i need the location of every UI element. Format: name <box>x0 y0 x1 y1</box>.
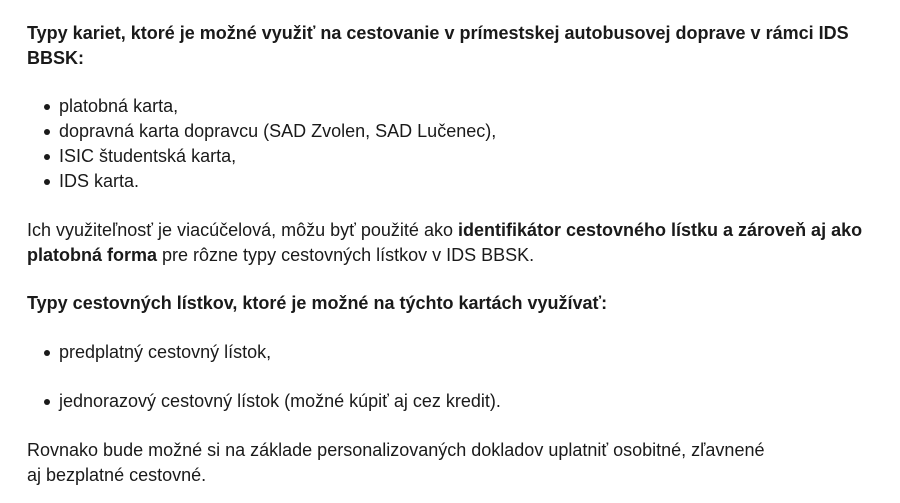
usage-text-bold: identifikátor cestovného lístku a zároveň aj ako platobná forma <box>27 220 863 265</box>
closing-line-1: Rovnako bude možné si na základe personalizovaných dokladov uplatniť osobitné, zľavnené <box>27 440 765 460</box>
closing-paragraph <box>27 438 877 488</box>
usage-text-after: pre rôzne typy cestovných lístkov v IDS BBSK. <box>157 245 535 265</box>
tickets-list <box>27 340 271 365</box>
tickets-list-2 <box>27 389 501 414</box>
closing-line-2: aj bezplatné cestovné. <box>27 465 207 485</box>
list-item-card: dopravná karta dopravcu (SAD Zvolen, SAD Lučenec), <box>27 119 496 144</box>
list-item-ticket: jednorazový cestovný lístok (možné kúpiť aj cez kredit). <box>27 389 501 414</box>
cards-list <box>27 94 496 194</box>
list-item-ticket: predplatný cestovný lístok, <box>27 340 271 365</box>
list-item-card: platobná karta, <box>27 94 496 119</box>
list-item-card: ISIC študentská karta, <box>27 144 496 169</box>
tickets-heading: Typy cestovných lístkov, ktoré je možné na týchto kartách využívať: <box>27 293 608 313</box>
usage-text-before: Ich využiteľnosť je viacúčelová, môžu byť použité ako <box>27 220 458 240</box>
list-item-card: IDS karta. <box>27 169 496 194</box>
usage-paragraph <box>27 218 877 268</box>
cards-heading: Typy kariet, ktoré je možné využiť na cestovanie v prímestskej autobusovej doprave v rámci IDS BBSK: <box>27 23 849 68</box>
